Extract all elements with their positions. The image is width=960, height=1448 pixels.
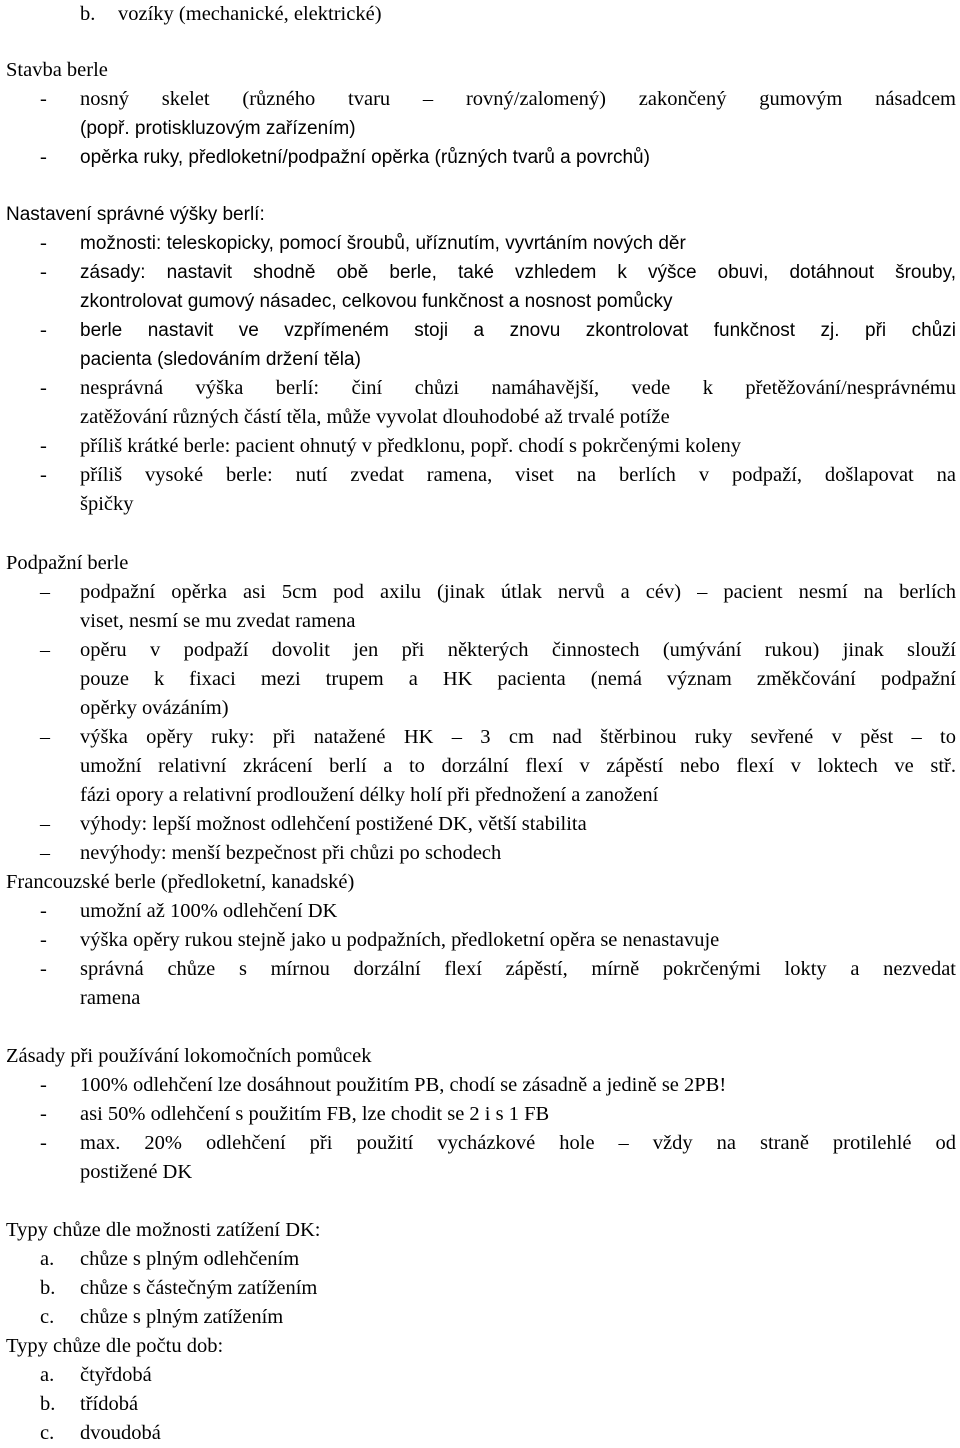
- bullet-long-dash: –: [40, 842, 50, 864]
- bullet-text: opěrka ruky, předloketní/podpažní opěrka (různých tvarů a povrchů): [80, 147, 650, 168]
- bullet-text: max. 20% odlehčení při použití vycházkové hole – vždy na straně protilehlé od: [80, 1132, 956, 1154]
- bullet-long-dash: –: [40, 726, 50, 748]
- list-marker: c.: [40, 1306, 55, 1328]
- bullet-dash: -: [40, 900, 47, 922]
- bullet-text-cont: pouze k fixaci mezi trupem a HK pacienta (nemá význam změkčování podpažní: [80, 668, 956, 690]
- bullet-dash: -: [40, 1074, 47, 1096]
- bullet-text: nosný skelet (různého tvaru – rovný/zalomený) zakončený gumovým násadcem: [80, 88, 956, 110]
- bullet-text: výška opěry rukou stejně jako u podpažních, předloketní opěra se nenastavuje: [80, 929, 720, 951]
- section-heading: Typy chůze dle možnosti zatížení DK:: [6, 1219, 321, 1241]
- bullet-text: nevýhody: menší bezpečnost při chůzi po schodech: [80, 842, 502, 864]
- list-marker: b.: [40, 1277, 56, 1299]
- bullet-text-cont: umožní relativní zkrácení berlí a to dorzální flexí v zápěstí nebo flexí v loktech ve stř.: [80, 755, 956, 777]
- bullet-text: berle nastavit ve vzpřímeném stoji a znovu zkontrolovat funkčnost zj. při chůzi: [80, 320, 956, 341]
- bullet-dash: -: [40, 377, 47, 399]
- list-item-text: chůze s plným zatížením: [80, 1306, 284, 1328]
- list-item-text: vozíky (mechanické, elektrické): [118, 3, 382, 25]
- list-item-text: čtyřdobá: [80, 1364, 152, 1386]
- bullet-text: umožní až 100% odlehčení DK: [80, 900, 338, 922]
- list-marker: a.: [40, 1364, 55, 1386]
- bullet-dash: -: [40, 319, 47, 341]
- bullet-dash: -: [40, 464, 47, 486]
- bullet-dash: -: [40, 1103, 47, 1125]
- section-heading: Typy chůze dle počtu dob:: [6, 1335, 224, 1357]
- bullet-long-dash: –: [40, 639, 50, 661]
- section-heading: Zásady při používání lokomočních pomůcek: [6, 1045, 372, 1067]
- bullet-text-cont: zatěžování různých částí těla, může vyvolat dlouhodobé až trvalé potíže: [80, 406, 670, 428]
- bullet-text-cont: fázi opory a relativní prodloužení délky holí při přednožení a zanožení: [80, 784, 659, 806]
- bullet-dash: -: [40, 1132, 47, 1154]
- list-item-text: chůze s částečným zatížením: [80, 1277, 318, 1299]
- bullet-dash: -: [40, 232, 47, 254]
- bullet-text: 100% odlehčení lze dosáhnout použitím PB, chodí se zásadně a jedině se 2PB!: [80, 1074, 727, 1096]
- bullet-text: příliš krátké berle: pacient ohnutý v předklonu, popř. chodí s pokrčenými koleny: [80, 435, 741, 457]
- section-heading: Stavba berle: [6, 59, 108, 81]
- bullet-dash: -: [40, 261, 47, 283]
- bullet-text: podpažní opěrka asi 5cm pod axilu (jinak útlak nervů a cév) – pacient nesmí na berlích: [80, 581, 956, 603]
- bullet-text: zásady: nastavit shodně obě berle, také vzhledem k výšce obuvi, dotáhnout šrouby,: [80, 262, 956, 283]
- bullet-dash: -: [40, 958, 47, 980]
- bullet-text: asi 50% odlehčení s použitím FB, lze chodit se 2 i s 1 FB: [80, 1103, 550, 1125]
- bullet-text: výhody: lepší možnost odlehčení postižené DK, větší stabilita: [80, 813, 587, 835]
- bullet-text: příliš vysoké berle: nutí zvedat ramena, viset na berlích v podpaží, došlapovat na: [80, 464, 956, 486]
- list-marker: b.: [80, 3, 96, 25]
- bullet-dash: -: [40, 929, 47, 951]
- bullet-text-cont: postižené DK: [80, 1161, 193, 1183]
- list-marker: a.: [40, 1248, 55, 1270]
- bullet-text: možnosti: teleskopicky, pomocí šroubů, uříznutím, vyvrtáním nových děr: [80, 233, 686, 254]
- list-marker: c.: [40, 1422, 55, 1444]
- bullet-dash: -: [40, 146, 47, 168]
- bullet-text: správná chůze s mírnou dorzální flexí zápěstí, mírně pokrčenými lokty a nezvedat: [80, 958, 956, 980]
- bullet-text-cont: ramena: [80, 987, 141, 1009]
- section-heading: Nastavení správné výšky berlí:: [6, 204, 265, 225]
- bullet-text: výška opěry ruky: při natažené HK – 3 cm nad štěrbinou ruky sevřené v pěst – to: [80, 726, 956, 748]
- bullet-long-dash: –: [40, 813, 50, 835]
- bullet-long-dash: –: [40, 581, 50, 603]
- list-item-text: chůze s plným odlehčením: [80, 1248, 300, 1270]
- bullet-text-cont: špičky: [80, 493, 134, 515]
- bullet-text-cont: pacienta (sledováním držení těla): [80, 349, 361, 370]
- bullet-dash: -: [40, 88, 47, 110]
- list-marker: b.: [40, 1393, 56, 1415]
- bullet-text: nesprávná výška berlí: činí chůzi namáhavější, vede k přetěžování/nesprávnému: [80, 377, 956, 399]
- bullet-text-cont: zkontrolovat gumový násadec, celkovou funkčnost a nosnost pomůcky: [80, 291, 673, 312]
- bullet-text-cont: viset, nesmí se mu zvedat ramena: [80, 610, 356, 632]
- bullet-text-cont: (popř. protiskluzovým zařízením): [80, 118, 356, 139]
- section-heading: Francouzské berle (předloketní, kanadské): [6, 871, 355, 893]
- list-item-text: třídobá: [80, 1393, 139, 1415]
- bullet-text: opěru v podpaží dovolit jen při některých činnostech (umývání rukou) jinak slouží: [80, 639, 956, 661]
- bullet-text-cont: opěrky ovázáním): [80, 697, 229, 719]
- section-heading: Podpažní berle: [6, 552, 129, 574]
- list-item-text: dvoudobá: [80, 1422, 161, 1444]
- bullet-dash: -: [40, 435, 47, 457]
